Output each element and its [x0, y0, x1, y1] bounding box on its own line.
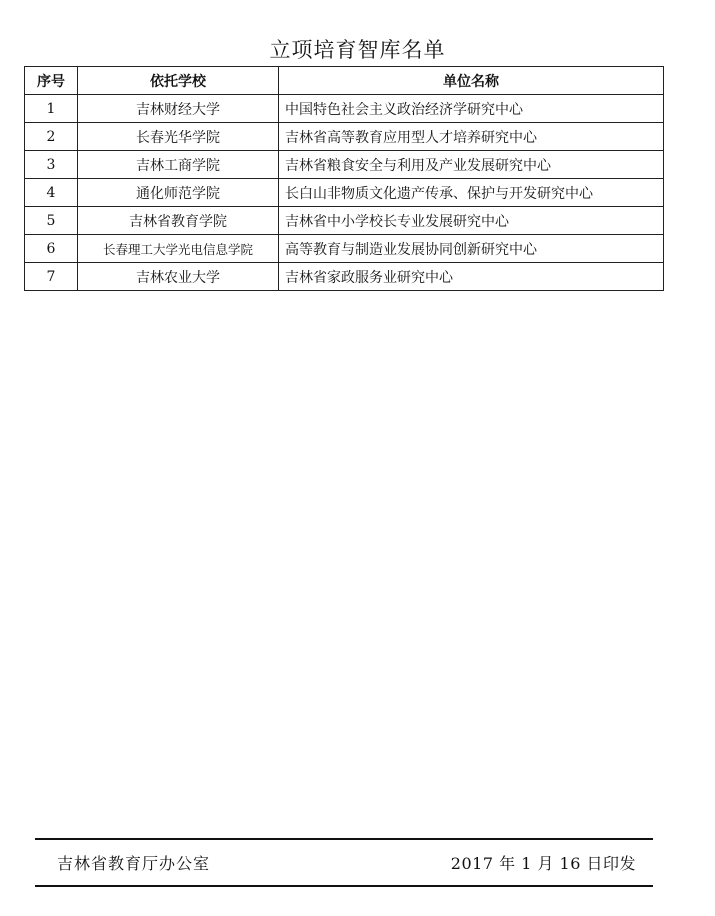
table-row: [25, 207, 664, 235]
row-school: 长春理工大学光电信息学院: [78, 235, 279, 263]
row-number: 3: [25, 151, 78, 179]
header-number: 序号: [25, 67, 78, 95]
table-row: [25, 151, 664, 179]
row-number: 5: [25, 207, 78, 235]
row-school: 吉林财经大学: [78, 95, 279, 123]
table-row: [25, 179, 664, 207]
table-row: [25, 123, 664, 151]
table-row: [25, 95, 664, 123]
table-row: [25, 263, 664, 291]
row-number: 4: [25, 179, 78, 207]
row-number: 2: [25, 123, 78, 151]
table-header-row: [25, 67, 664, 95]
row-school: 通化师范学院: [78, 179, 279, 207]
header-school: 依托学校: [78, 67, 279, 95]
row-unit-name: 中国特色社会主义政治经济学研究中心: [279, 95, 664, 123]
footer-date: 2017 年 1 月 16 日印发: [450, 854, 636, 873]
footer-top-rule: [35, 838, 653, 840]
row-school: 吉林农业大学: [78, 263, 279, 291]
row-school: 吉林省教育学院: [78, 207, 279, 235]
row-unit-name: 吉林省家政服务业研究中心: [279, 263, 664, 291]
row-unit-name: 高等教育与制造业发展协同创新研究中心: [279, 235, 664, 263]
row-unit-name: 吉林省高等教育应用型人才培养研究中心: [279, 123, 664, 151]
header-unit-name: 单位名称: [279, 67, 664, 95]
row-unit-name: 长白山非物质文化遗产传承、保护与开发研究中心: [279, 179, 664, 207]
row-unit-name: 吉林省中小学校长专业发展研究中心: [279, 207, 664, 235]
row-unit-name: 吉林省粮食安全与利用及产业发展研究中心: [279, 151, 664, 179]
row-number: 6: [25, 235, 78, 263]
row-number: 7: [25, 263, 78, 291]
footer-bottom-rule: [35, 885, 653, 887]
row-school: 长春光华学院: [78, 123, 279, 151]
page-title: 立项培育智库名单: [269, 38, 446, 62]
footer-office: 吉林省教育厅办公室: [57, 854, 211, 873]
think-tank-table: [24, 66, 664, 291]
table-row: [25, 235, 664, 263]
row-number: 1: [25, 95, 78, 123]
row-school: 吉林工商学院: [78, 151, 279, 179]
